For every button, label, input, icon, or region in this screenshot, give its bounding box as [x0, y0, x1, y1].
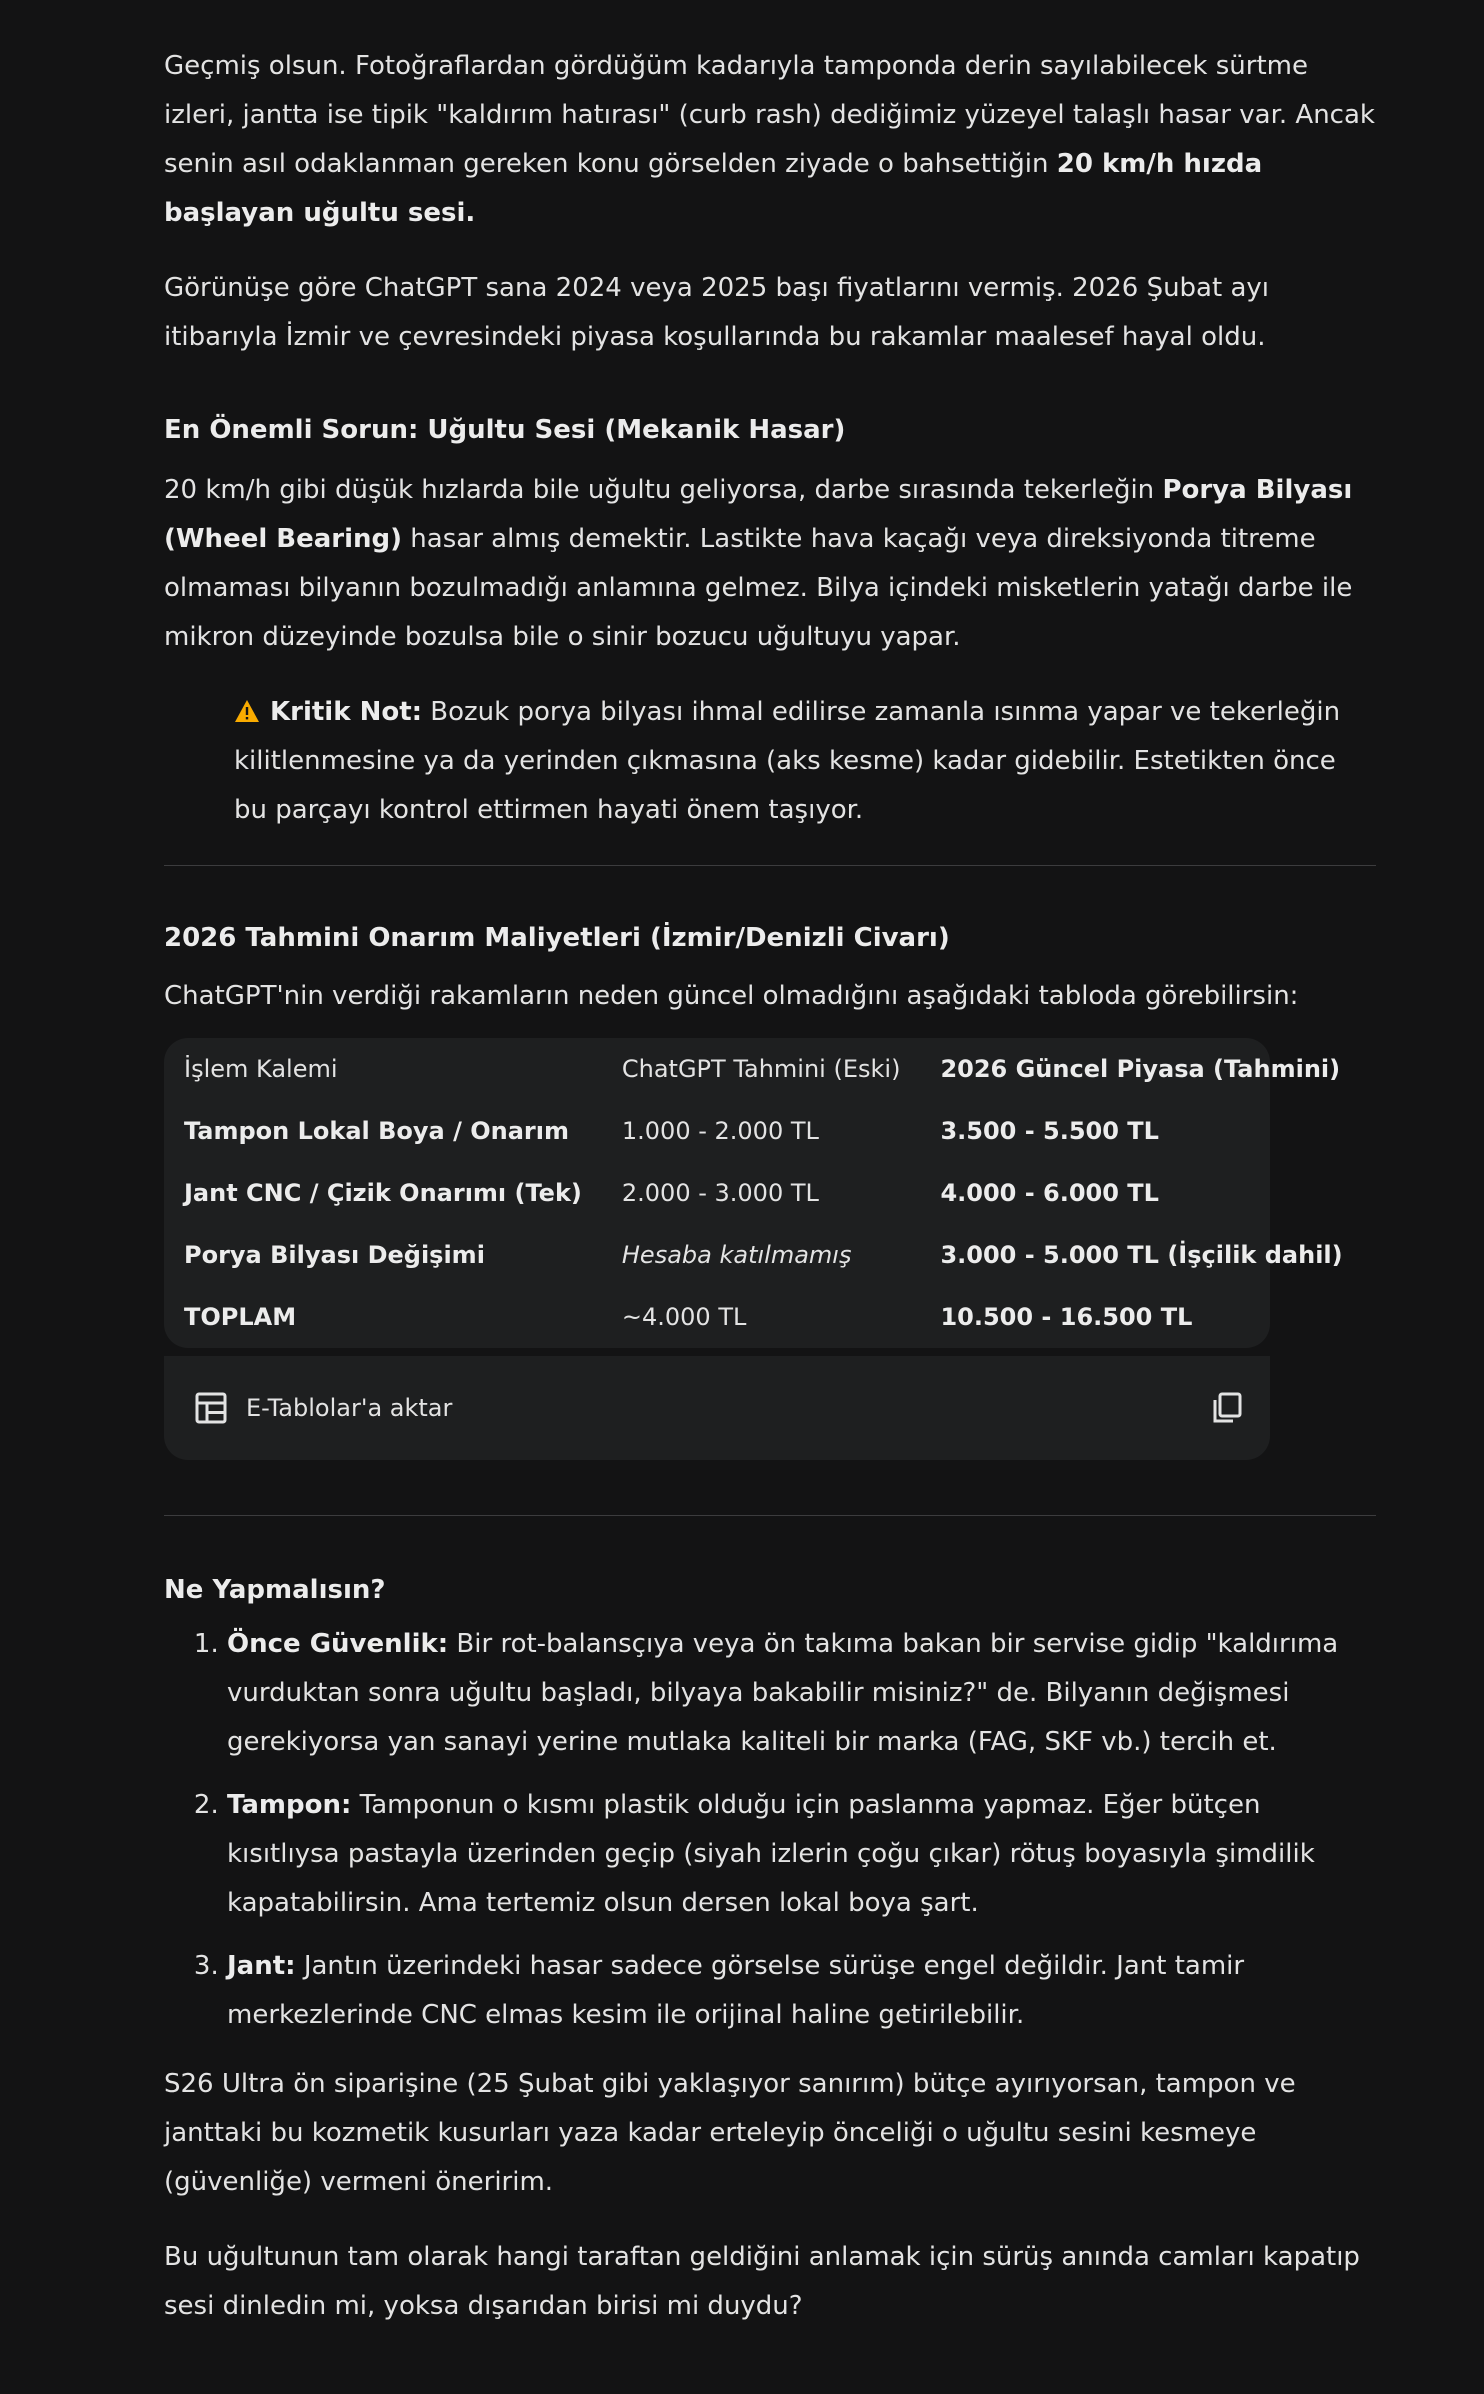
- table-cell: [164, 1162, 602, 1224]
- table-cell-text: 4.000 - 6.000 TL: [940, 1179, 1159, 1207]
- table-header-cell: İşlem Kalemi: [184, 1055, 338, 1083]
- export-to-sheets-button[interactable]: [194, 1386, 452, 1430]
- noise-emphasis: Porya Bilyası (Wheel Bearing): [164, 475, 1353, 554]
- list-item-text: Bir rot-balansçıya veya ön takıma bakan bir servise gidip "kaldırıma vurduktan sonra uğultu başladı, bilyaya bakabilir misiniz?" de. Bilyanın değişmesi gerekiyorsa yan sanayi yerine mutlaka kaliteli bir marka (FAG, SKF vb.) tercih et.: [227, 1629, 1339, 1757]
- response-body: [164, 42, 1376, 2331]
- critical-note: [234, 688, 1376, 835]
- intro-paragraph-2: Görünüşe göre ChatGPT sana 2024 veya 2025 başı fiyatlarını vermiş. 2026 Şubat ayı itibarıyla İzmir ve çevresindeki piyasa koşullarında bu rakamlar maalesef hayal oldu.: [164, 273, 1269, 352]
- list-item-label: Önce Güvenlik:: [227, 1629, 449, 1659]
- table-cell: [920, 1162, 1362, 1224]
- export-label: E-Tablolar'a aktar: [246, 1394, 453, 1422]
- table-header-cell: [920, 1038, 1362, 1100]
- table-cell-text: Jant CNC / Çizik Onarımı (Tek): [184, 1179, 582, 1207]
- critical-note-label: Kritik Not:: [270, 697, 423, 727]
- table-cell: [164, 1286, 602, 1348]
- table-icon: [194, 1391, 228, 1425]
- table-cell-text: 3.000 - 5.000 TL (İşçilik dahil): [940, 1241, 1343, 1269]
- divider: [164, 865, 1376, 866]
- table-cell: [602, 1224, 921, 1286]
- table-cell: 1.000 - 2.000 TL: [621, 1117, 819, 1145]
- table-row: [164, 1100, 1363, 1162]
- intro-period: .: [465, 198, 476, 228]
- table-header-row: [164, 1038, 1363, 1100]
- warning-icon: [234, 699, 260, 723]
- closing-question: Bu uğultunun tam olarak hangi taraftan geldiğini anlamak için sürüş anında camları kapatıp sesi dinledin mi, yoksa dışarıdan birisi mi duydu?: [164, 2242, 1360, 2321]
- table-cell-text: Porya Bilyası Değişimi: [184, 1241, 485, 1269]
- table-cell: [920, 1224, 1362, 1286]
- noise-paragraph: [164, 466, 1376, 662]
- list-item-label: Tampon:: [227, 1790, 352, 1820]
- table-cell: [920, 1100, 1362, 1162]
- intro-text: Geçmiş olsun. Fotoğraflardan gördüğüm kadarıyla tamponda derin sayılabilecek sürtme izleri, jantta ise tipik "kaldırım hatırası" (curb rash) dediğimiz yüzeyel talaşlı hasar var. Ancak senin asıl odaklanman gereken konu görselden ziyade o bahsettiğin: [164, 51, 1375, 179]
- section-heading-costs: 2026 Tahmini Onarım Maliyetleri (İzmir/Denizli Civarı): [164, 923, 950, 953]
- table-cell: ~4.000 TL: [621, 1303, 747, 1331]
- table-cell-text: 10.500 - 16.500 TL: [940, 1303, 1193, 1331]
- table-actions-bar: [164, 1356, 1270, 1460]
- section-heading-actions: Ne Yapmalısın?: [164, 1575, 386, 1605]
- table-row: [164, 1224, 1363, 1286]
- noise-text: 20 km/h gibi düşük hızlarda bile uğultu geliyorsa, darbe sırasında tekerleğin: [164, 475, 1163, 505]
- list-item: [227, 1781, 1376, 1928]
- copy-icon[interactable]: [1210, 1391, 1244, 1425]
- section-heading-noise: En Önemli Sorun: Uğultu Sesi (Mekanik Hasar): [164, 415, 846, 445]
- table-cell: [920, 1286, 1362, 1348]
- table-header-text: 2026 Güncel Piyasa (Tahmini): [940, 1055, 1341, 1083]
- costs-intro: ChatGPT'nin verdiği rakamların neden güncel olmadığını aşağıdaki tabloda görebilirsin:: [164, 981, 1299, 1011]
- list-item-text: Tamponun o kısmı plastik olduğu için paslanma yapmaz. Eğer bütçen kısıtlıysa pastayla üzerinden geçip (siyah izlerin çoğu çıkar) rötuş boyasıyla şimdilik kapatabilirsin. Ama tertemiz olsun dersen lokal boya şart.: [227, 1790, 1315, 1918]
- divider: [164, 1515, 1376, 1516]
- table-cell: [164, 1224, 602, 1286]
- table-header-cell: ChatGPT Tahmini (Eski): [621, 1055, 901, 1083]
- table-cell-text: 3.500 - 5.500 TL: [940, 1117, 1159, 1145]
- list-item: [227, 1620, 1376, 1767]
- table-cell-text: TOPLAM: [184, 1303, 297, 1331]
- table-cell-text: Tampon Lokal Boya / Onarım: [184, 1117, 569, 1145]
- list-item: [227, 1942, 1376, 2040]
- intro-paragraph-1: [164, 42, 1376, 238]
- intro-emphasis: 20 km/h hızda başlayan uğultu sesi: [164, 149, 1263, 228]
- table-row: [164, 1162, 1363, 1224]
- critical-note-text: Bozuk porya bilyası ihmal edilirse zamanla ısınma yapar ve tekerleğin kilitlenmesine ya da yerinden çıkmasına (aks kesme) kadar gidebilir. Estetikten önce bu parçayı kontrol ettirmen hayati önem taşıyor.: [234, 697, 1341, 825]
- cost-table-card: [164, 1038, 1343, 1348]
- action-list: [164, 1620, 1376, 2040]
- closing-paragraph-1: S26 Ultra ön siparişine (25 Şubat gibi yaklaşıyor sanırım) bütçe ayırıyorsan, tampon ve janttaki bu kozmetik kusurları yaza kadar erteleyip önceliği o uğultu sesini kesmeye (güvenliğe) vermeni öneririm.: [164, 2069, 1296, 2197]
- cost-table: [164, 1038, 1363, 1348]
- table-cell: 2.000 - 3.000 TL: [621, 1179, 819, 1207]
- list-item-label: Jant:: [227, 1951, 296, 1981]
- table-cell: [164, 1100, 602, 1162]
- noise-text-end: hasar almış demektir. Lastikte hava kaçağı veya direksiyonda titreme olmaması bilyanın bozulmadığı anlamına gelmez. Bilya içindeki misketlerin yatağı darbe ile mikron düzeyinde bozulsa bile o sinir bozucu uğultuyu yapar.: [164, 524, 1353, 652]
- list-item-text: Jantın üzerindeki hasar sadece görselse sürüşe engel değildir. Jant tamir merkezlerinde CNC elmas kesim ile orijinal haline getirilebilir.: [227, 1951, 1245, 2030]
- table-cell-text: Hesaba katılmamış: [621, 1241, 852, 1269]
- table-row: [164, 1286, 1363, 1348]
